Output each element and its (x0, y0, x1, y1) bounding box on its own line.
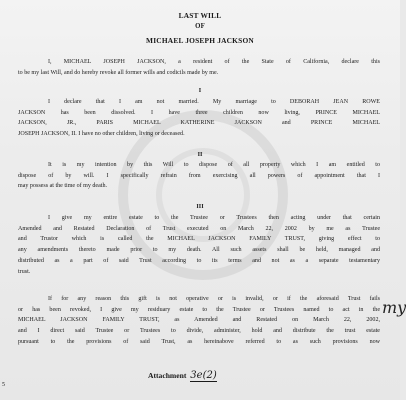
text-line: any amendments thereto made prior to my death. All such assets shall be held, managed and (18, 247, 380, 254)
testator-name: MICHAEL JOSEPH JACKSON (146, 36, 254, 45)
section-2-paragraph (18, 160, 380, 192)
section-3a-paragraph (18, 213, 380, 277)
section-heading-3: III (196, 203, 204, 210)
attachment-label (148, 370, 217, 381)
text-line: I declare that I am not married. My marriage to DEBORAH JEAN ROWE (48, 99, 380, 105)
section-1-paragraph (18, 97, 380, 140)
corner-mark: 5 (2, 382, 5, 388)
text-line: It is my intention by this Will to dispose of all property which I am entitled to (48, 162, 380, 168)
attachment-word: Attachment (148, 371, 187, 380)
text-line: or has been revoked, I give my residuary estate to the Trustee or Trustees named to act in the (18, 306, 380, 313)
text-line: Amended and Restated Declaration of Trust executed on March 22, 2002 by me as Trustee (18, 225, 380, 232)
document-title: LAST WILL (178, 11, 222, 20)
text-line: and Trustor which is called the MICHAEL JACKSON FAMILY TRUST, giving effect to (18, 236, 380, 243)
text-line: JACKSON, JR., PARIS MICHAEL KATHERINE JACKSON and PRINCE MICHAEL (18, 120, 380, 127)
text-line: JOSEPH JACKSON, II. I have no other children, living or deceased. (18, 131, 185, 138)
text-line: MICHAEL JACKSON FAMILY TRUST, as Amended and Restated on March 22, 2002, (18, 317, 380, 324)
text-line: I give my entire estate to the Trustee or Trustees then acting under that certain (48, 215, 380, 221)
margin-handwriting: my (382, 298, 406, 317)
section-heading-1: I (198, 87, 202, 94)
text-line: may possess at the time of my death. (18, 183, 108, 190)
attachment-handwritten-number: 3e(2) (190, 370, 217, 381)
text-line: distributed as a part of said Trust according to its terms and not as a separate testamentary (18, 257, 380, 264)
intro-paragraph (18, 57, 380, 78)
section-3b-paragraph (18, 294, 380, 348)
text-line: I, MICHAEL JOSEPH JACKSON, a resident of the State of California, declare this (48, 59, 380, 65)
text-line: dispose of by will. I specifically refrain from exercising all powers of appointment that I (18, 172, 380, 179)
text-line: JACKSON has been dissolved. I have three children now living, PRINCE MICHAEL (18, 109, 380, 116)
text-line: and I direct said Trustee or Trustees to divide, administer, hold and distribute the trust estate (18, 328, 380, 335)
section-heading-2: II (197, 151, 203, 158)
text-line: to be my last Will, and do hereby revoke all former wills and codicils made by me. (18, 69, 219, 76)
text-line: pursuant to the provisions of said Trust, as hereinabove referred to as such provisions now (18, 338, 380, 345)
document-title-of: OF (195, 23, 205, 30)
text-line: If for any reason this gift is not operative or is invalid, or if the aforesaid Trust fails (48, 296, 380, 302)
text-line: trust. (18, 268, 31, 275)
